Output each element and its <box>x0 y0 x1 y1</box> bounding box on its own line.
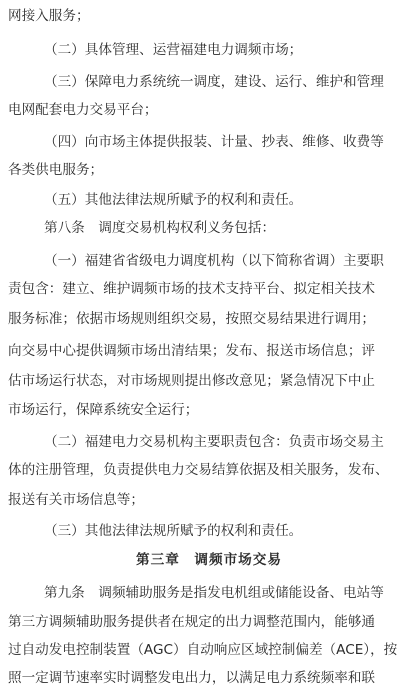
text-line: （一）福建省省级电力调度机构（以下简称省调）主要职 <box>44 253 384 269</box>
text-line: 责包含：建立、维护调频市场的技术支持平台、拟定相关技术 <box>8 281 376 297</box>
text-line: 体的注册管理，负责提供电力交易结算依据及相关服务，发布、 <box>8 462 389 478</box>
text-line: 照一定调节速率实时调整发电出力，以满足电力系统频率和联 <box>8 670 376 686</box>
text-line: （三）其他法律法规所赋予的权利和责任。 <box>44 523 303 539</box>
text-line: 过自动发电控制装置（AGC）自动响应区域控制偏差（ACE），按 <box>8 642 398 658</box>
text-line: 各类供电服务； <box>8 162 104 178</box>
article-heading: 第九条 调频辅助服务是指发电机组或储能设备、电站等 <box>44 585 384 601</box>
text-line: （二）具体管理、运营福建电力调频市场； <box>44 42 303 58</box>
chapter-title: 第三章 调频市场交易 <box>136 552 282 568</box>
text-line: （四）向市场主体提供报装、计量、抄表、维修、收费等 <box>44 134 384 150</box>
text-line: 报送有关市场信息等； <box>8 492 144 508</box>
text-line: 估市场运行状态，对市场规则提出修改意见；紧急情况下中止 <box>8 373 376 389</box>
text-line: 电网配套电力交易平台； <box>8 102 158 118</box>
text-line: （三）保障电力系统统一调度，建设、运行、维护和管理 <box>44 74 384 90</box>
text-line: 市场运行，保障系统安全运行； <box>8 402 199 418</box>
text-line: （五）其他法律法规所赋予的权利和责任。 <box>44 192 303 208</box>
text-line: 向交易中心提供调频市场出清结果；发布、报送市场信息；评 <box>8 343 376 359</box>
text-line: 第三方调频辅助服务提供者在规定的出力调整范围内，能够通 <box>8 614 376 630</box>
article-heading: 第八条 调度交易机构权利义务包括： <box>44 220 276 236</box>
text-line: 网接入服务； <box>8 8 90 24</box>
text-line: 服务标准；依据市场规则组织交易，按照交易结果进行调用； <box>8 311 376 327</box>
text-line: （二）福建电力交易机构主要职责包含：负责市场交易主 <box>44 434 384 450</box>
